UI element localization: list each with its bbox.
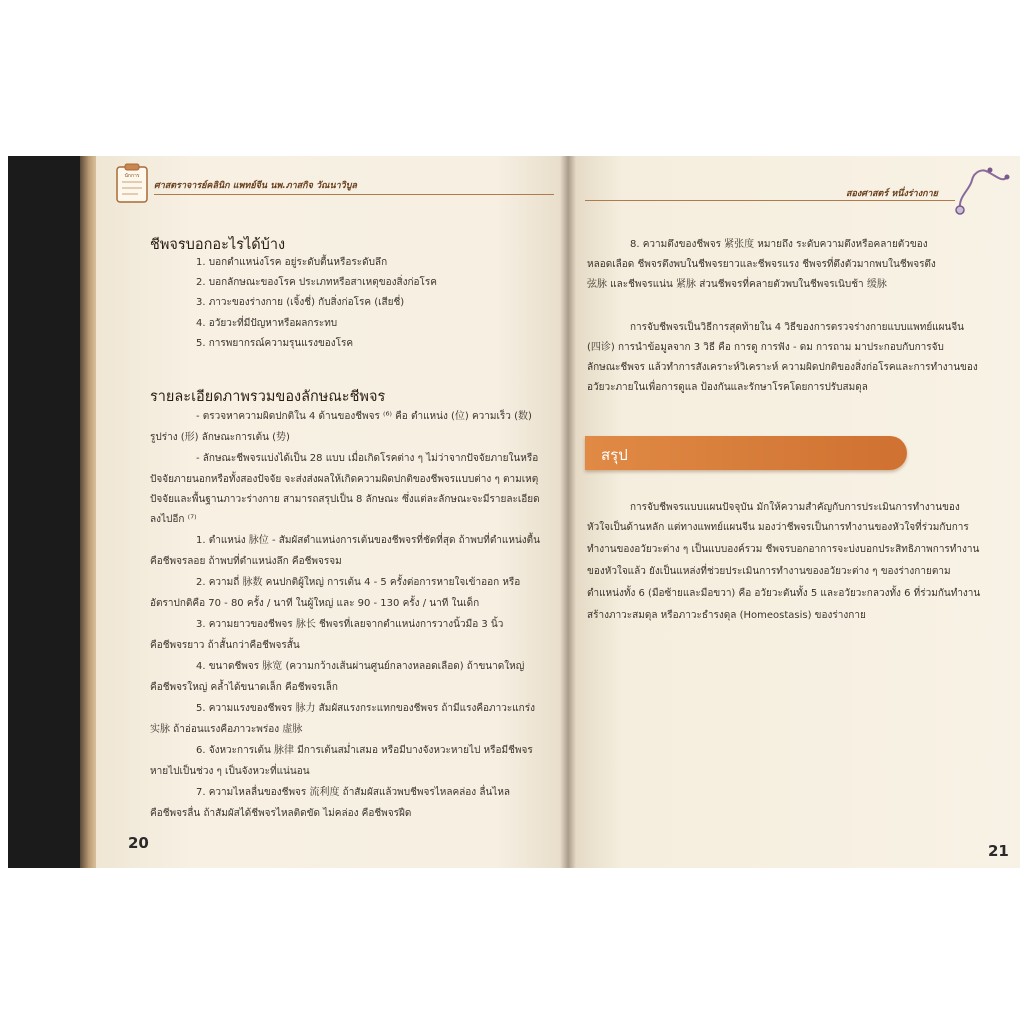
text-line: หัวใจเป็นด้านหลัก แต่ทางแพทย์แผนจีน มองว่าชีพจรเป็นการทำงานของหัวใจที่ร่วมกับการ — [587, 522, 969, 533]
header-rule — [154, 194, 554, 195]
section-heading: ชีพจรบอกอะไรได้บ้าง — [150, 237, 286, 253]
text-line: ลงไปอีก ⁽⁷⁾ — [150, 514, 197, 525]
text-line: คือชีพจรลื่น ถ้าสัมผัสได้ชีพจรไหลติดขัด ไม่คล่อง คือชีพจรฝืด — [150, 808, 412, 819]
list-item: 5. การพยากรณ์ความรุนแรงของโรค — [196, 338, 354, 349]
clip-label: นักการ — [124, 173, 140, 179]
text-line: - ตรวจหาความผิดปกติใน 4 ด้านของชีพจร ⁽⁶⁾ คือ ตำแหน่ง (位) ความเร็ว (数) — [196, 411, 532, 422]
text-line: ลักษณะชีพจร แล้วทำการสังเคราะห์วิเคราะห์ ความผิดปกติของสิ่งก่อโรคและการทำงานของ — [587, 362, 978, 373]
text-line: ทำงานของอวัยวะต่าง ๆ เป็นแบบองค์รวม ชีพจรบอกอาการจะบ่งบอกประสิทธิภาพการทำงาน — [587, 544, 980, 555]
list-item: 1. บอกตำแหน่งโรค อยู่ระดับตื้นหรือระดับลึก — [196, 257, 388, 268]
text-line: 5. ความแรงของชีพจร 脉力 สัมผัสแรงกระแทกของชีพจร ถ้ามีแรงคือภาวะแกร่ง — [196, 703, 535, 714]
text-line: อัตราปกติคือ 70 - 80 ครั้ง / นาที ในผู้ใหญ่ และ 90 - 130 ครั้ง / นาที ในเด็ก — [150, 598, 480, 609]
left-header-title: ศาสตราจารย์คลินิก แพทย์จีน นพ.ภาสกิจ วัณนาวิบูล — [154, 181, 357, 191]
text-line: 4. ขนาดชีพจร 脉宽 (ความกว้างเส้นผ่านศูนย์กลางหลอดเลือด) ถ้าขนาดใหญ่ — [196, 661, 525, 672]
text-line: คือชีพจรยาว ถ้าสั้นกว่าคือชีพจรสั้น — [150, 640, 300, 651]
text-line: สร้างภาวะสมดุล หรือภาวะธำรงดุล (Homeostasis) ของร่างกาย — [587, 610, 866, 621]
right-header-title: สองศาสตร์ หนึ่งร่างกาย — [846, 189, 938, 199]
text-line: 弦脉 และชีพจรแน่น 紧脉 ส่วนชีพจรที่คลายตัวพบในชีพจรเนิบช้า 缓脉 — [587, 279, 887, 290]
header-rule — [585, 200, 955, 201]
text-line: 实脉 ถ้าอ่อนแรงคือภาวะพร่อง 虚脉 — [150, 724, 303, 735]
page-number-left: 20 — [128, 834, 149, 852]
book-gutter — [560, 156, 576, 868]
summary-heading: สรุป — [601, 446, 628, 464]
text-line: 1. ตำแหน่ง 脉位 - สัมผัสตำแหน่งการเต้นของชีพจรที่ชัดที่สุด ถ้าพบที่ตำแหน่งตื้น — [196, 535, 541, 546]
summary-banner — [585, 436, 907, 470]
text-line: หายไปเป็นช่วง ๆ เป็นจังหวะที่แน่นอน — [150, 766, 310, 777]
text-line: คือชีพจรใหญ่ คล้ำได้ขนาดเล็ก คือชีพจรเล็ก — [150, 682, 338, 693]
text-line: รูปร่าง (形) ลักษณะการเต้น (势) — [150, 432, 290, 443]
text-line: ปัจจัยและพื้นฐานภาวะร่างกาย สามารถสรุปเป็น 8 ลักษณะ ซึ่งแต่ละลักษณะจะมีรายละเอียด — [150, 494, 540, 505]
text-line: ตำแหน่งทั้ง 6 (มือซ้ายและมือขวา) คือ อวัยวะตันทั้ง 5 และอวัยวะกลวงทั้ง 6 ที่ร่วมกันทำงาน — [587, 588, 981, 599]
list-item: 2. บอกลักษณะของโรค ประเภทหรือสาเหตุของสิ่งก่อโรค — [196, 277, 437, 288]
text-line: หลอดเลือด ชีพจรตึงพบในชีพจรยาวและชีพจรแรง ชีพจรที่ตึงตัวมากพบในชีพจรตึง — [587, 259, 936, 270]
text-line: การจับชีพจรแบบแผนปัจจุบัน มักให้ความสำคัญกับการประเมินการทำงานของ — [630, 502, 960, 513]
text-line: 6. จังหวะการเต้น 脉律 มีการเต้นสม่ำเสมอ หรือมีบางจังหวะหายไป หรือมีชีพจร — [196, 745, 533, 756]
list-item: 3. ภาวะของร่างกาย (เจิ้งชี่) กับสิ่งก่อโรค (เสียชี่) — [196, 297, 405, 308]
text-line: การจับชีพจรเป็นวิธีการสุดท้ายใน 4 วิธีของการตรวจร่างกายแบบแพทย์แผนจีน — [630, 322, 965, 333]
text-line: - ลักษณะชีพจรแบ่งได้เป็น 28 แบบ เมื่อเกิดโรคต่าง ๆ ไม่ว่าจากปัจจัยภายในหรือ — [196, 453, 539, 464]
text-line: ของหัวใจแล้ว ยังเป็นแหล่งที่ช่วยประเมินการทำงานของอวัยวะต่าง ๆ ของร่างกายตาม — [587, 566, 951, 577]
text-line: 3. ความยาวของชีพจร 脉长 ชีพจรที่เลยจากตำแหน่งการวางนิ้วมือ 3 นิ้ว — [196, 619, 504, 630]
section-heading: รายละเอียดภาพรวมของลักษณะชีพจร — [150, 389, 386, 405]
page-number-right: 21 — [988, 842, 1009, 860]
text-line: (四诊) การนำข้อมูลจาก 3 วิธี คือ การดู การฟัง - ดม การถาม มาประกอบกับการจับ — [587, 342, 944, 353]
clipboard-icon — [114, 162, 150, 204]
text-line: 7. ความไหลลื่นของชีพจร 流利度 ถ้าสัมผัสแล้วพบชีพจรไหลคล่อง ลื่นไหล — [196, 787, 511, 798]
stethoscope-icon — [950, 160, 1012, 216]
text-line: 2. ความถี่ 脉数 คนปกติผู้ใหญ่ การเต้น 4 - 5 ครั้งต่อการหายใจเข้าออก หรือ — [196, 577, 521, 588]
text-line: ปัจจัยภายนอกหรือทั้งสองปัจจัย จะส่งส่งผลให้เกิดความผิดปกติของชีพจรแบบต่าง ๆ ตามเหตุ — [150, 474, 539, 485]
text-line: คือชีพจรลอย ถ้าพบที่ตำแหน่งลึก คือชีพจรจม — [150, 556, 342, 567]
text-line: 8. ความตึงของชีพจร 紧张度 หมายถึง ระดับความตึงหรือคลายตัวของ — [630, 239, 928, 250]
text-line: อวัยวะภายในเพื่อการดูแล ป้องกันและรักษาโรคโดยการปรับสมดุล — [587, 382, 868, 393]
list-item: 4. อวัยวะที่มีปัญหาหรือผลกระทบ — [196, 318, 338, 329]
